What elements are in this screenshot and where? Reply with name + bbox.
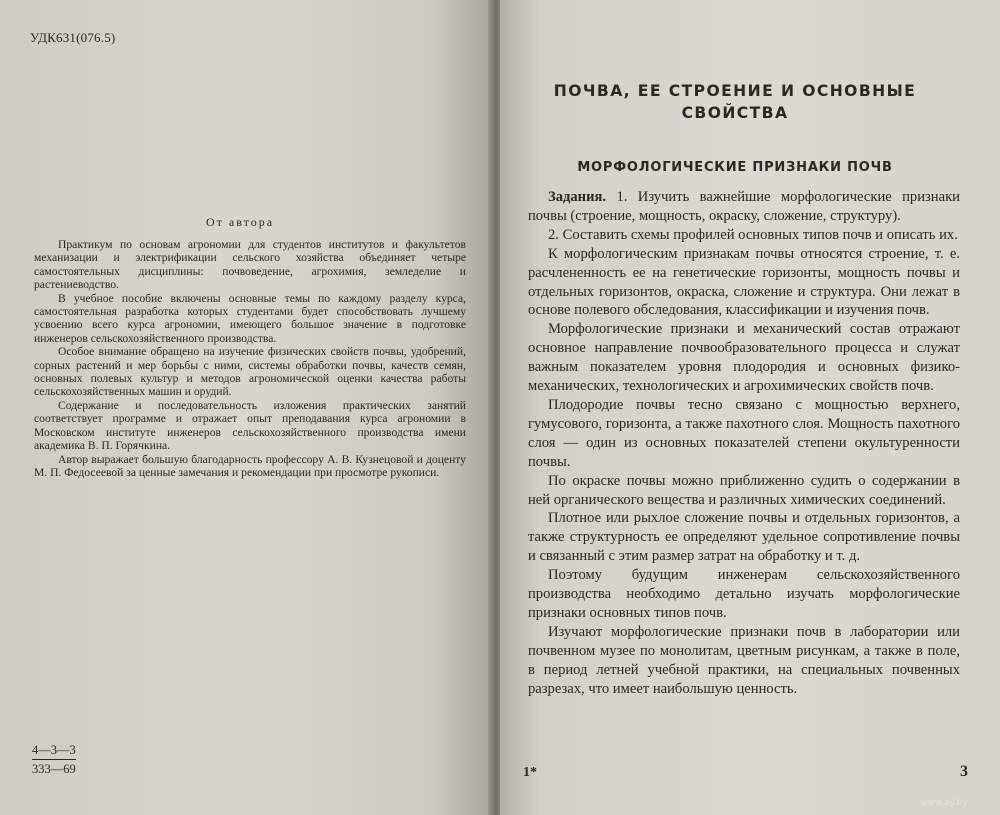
publication-codes <box>32 742 76 778</box>
body-paragraph: Изучают морфологические признаки почв в лаборатории или почвенном музее по монолитам, цветным рисункам, а также в поле, в период летней учебной практики, на специальных почвенных разрезах, что имеет наибольшую ценность. <box>528 623 960 697</box>
tasks-paragraph <box>528 188 960 226</box>
tasks-label: Задания. <box>548 189 607 205</box>
section-title: МОРФОЛОГИЧЕСКИЕ ПРИЗНАКИ ПОЧВ <box>577 160 893 175</box>
body-paragraph: К морфологическим признакам почвы относятся строение, т. е. расчлененность ее на генетические горизонты, мощность почвы и отдельных горизонтов, окраска, сложение и структура. Они лежат в основе полевого обследования, классификации и изучения почв. <box>528 245 960 319</box>
body-paragraph: Морфологические признаки и механический состав отражают основное направление почвообразовательного процесса и служат важным показателем уровня плодородия и основных физико-механических, технологических и агрохимических свойств почв. <box>528 321 960 395</box>
udk-code: УДК631(076.5) <box>30 30 116 45</box>
foreword-paragraph: Автор выражает большую благодарность профессору А. В. Кузнецовой и доценту М. П. Федосеевой за ценные замечания и рекомендации при просмотре рукописи. <box>34 452 466 479</box>
task-1-text: 1. Изучить важнейшие морфологические признаки почвы (строение, мощность, окраску, сложение, структуру). <box>528 189 960 224</box>
author-heading: От автора <box>206 215 275 229</box>
chapter-body <box>528 188 960 698</box>
body-paragraph: По окраске почвы можно приближенно судить о содержании в ней органического вещества и различных химических соединений. <box>528 472 960 508</box>
foreword-paragraph: Практикум по основам агрономии для студентов институтов и факультетов механизации и электрификации сельского хозяйства объединяет четыре самостоятельных дисциплины: почвоведение, агрохимия, земледелие и растениеводство. <box>34 238 466 292</box>
author-foreword <box>34 238 466 479</box>
body-paragraph: Плотное или рыхлое сложение почвы и отдельных горизонтов, а также структурность ее определяют удельное сопротивление почвы и связанный с этим размер затрат на обработку и т. д. <box>528 510 960 565</box>
signature-mark: 1* <box>523 765 537 780</box>
body-paragraph: Поэтому будущим инженерам сельскохозяйственного производства необходимо детально изучать морфологические признаки основных типов почв. <box>528 567 960 621</box>
foreword-paragraph: Особое внимание обращено на изучение физических свойств почвы, удобрений, сорных растений и мер борьбы с ними, системы обработки почвы, качеств семян, основных полевых культур и методов агрономической оценки качества работы сельскохозяйственных машин и орудий. <box>34 345 466 399</box>
page-number: 3 <box>960 763 968 780</box>
body-paragraph: Плодородие почвы тесно связано с мощностью верхнего, гумусового, горизонта, а также пахотного слоя. Мощность пахотного слоя — один из основных показателей степени окультуренности почвы. <box>528 396 960 470</box>
foreword-paragraph: В учебное пособие включены основные темы по каждому разделу курса, самостоятельная разработка которых студентами будет способствовать лучшему усвоению всего курса агрономии, имеющего большое значение в подготовке инженеров сельскохозяйственного производства. <box>34 291 466 345</box>
chapter-title: ПОЧВА, ЕЕ СТРОЕНИЕ И ОСНОВНЫЕ СВОЙСТВА <box>553 82 917 122</box>
code-bottom: 333—69 <box>32 759 76 778</box>
body-paragraph: 2. Составить схемы профилей основных типов почв и описать их. <box>548 226 958 243</box>
left-page <box>0 0 492 815</box>
code-top: 4—3—3 <box>32 743 76 757</box>
foreword-paragraph: Содержание и последовательность изложения практических занятий соответствует программе и отражает опыт преподавания курса агрономии в Московском институте инженеров сельскохозяйственного производства имени академика В. П. Горячкина. <box>34 398 466 453</box>
watermark: www.ay.by <box>920 798 968 808</box>
